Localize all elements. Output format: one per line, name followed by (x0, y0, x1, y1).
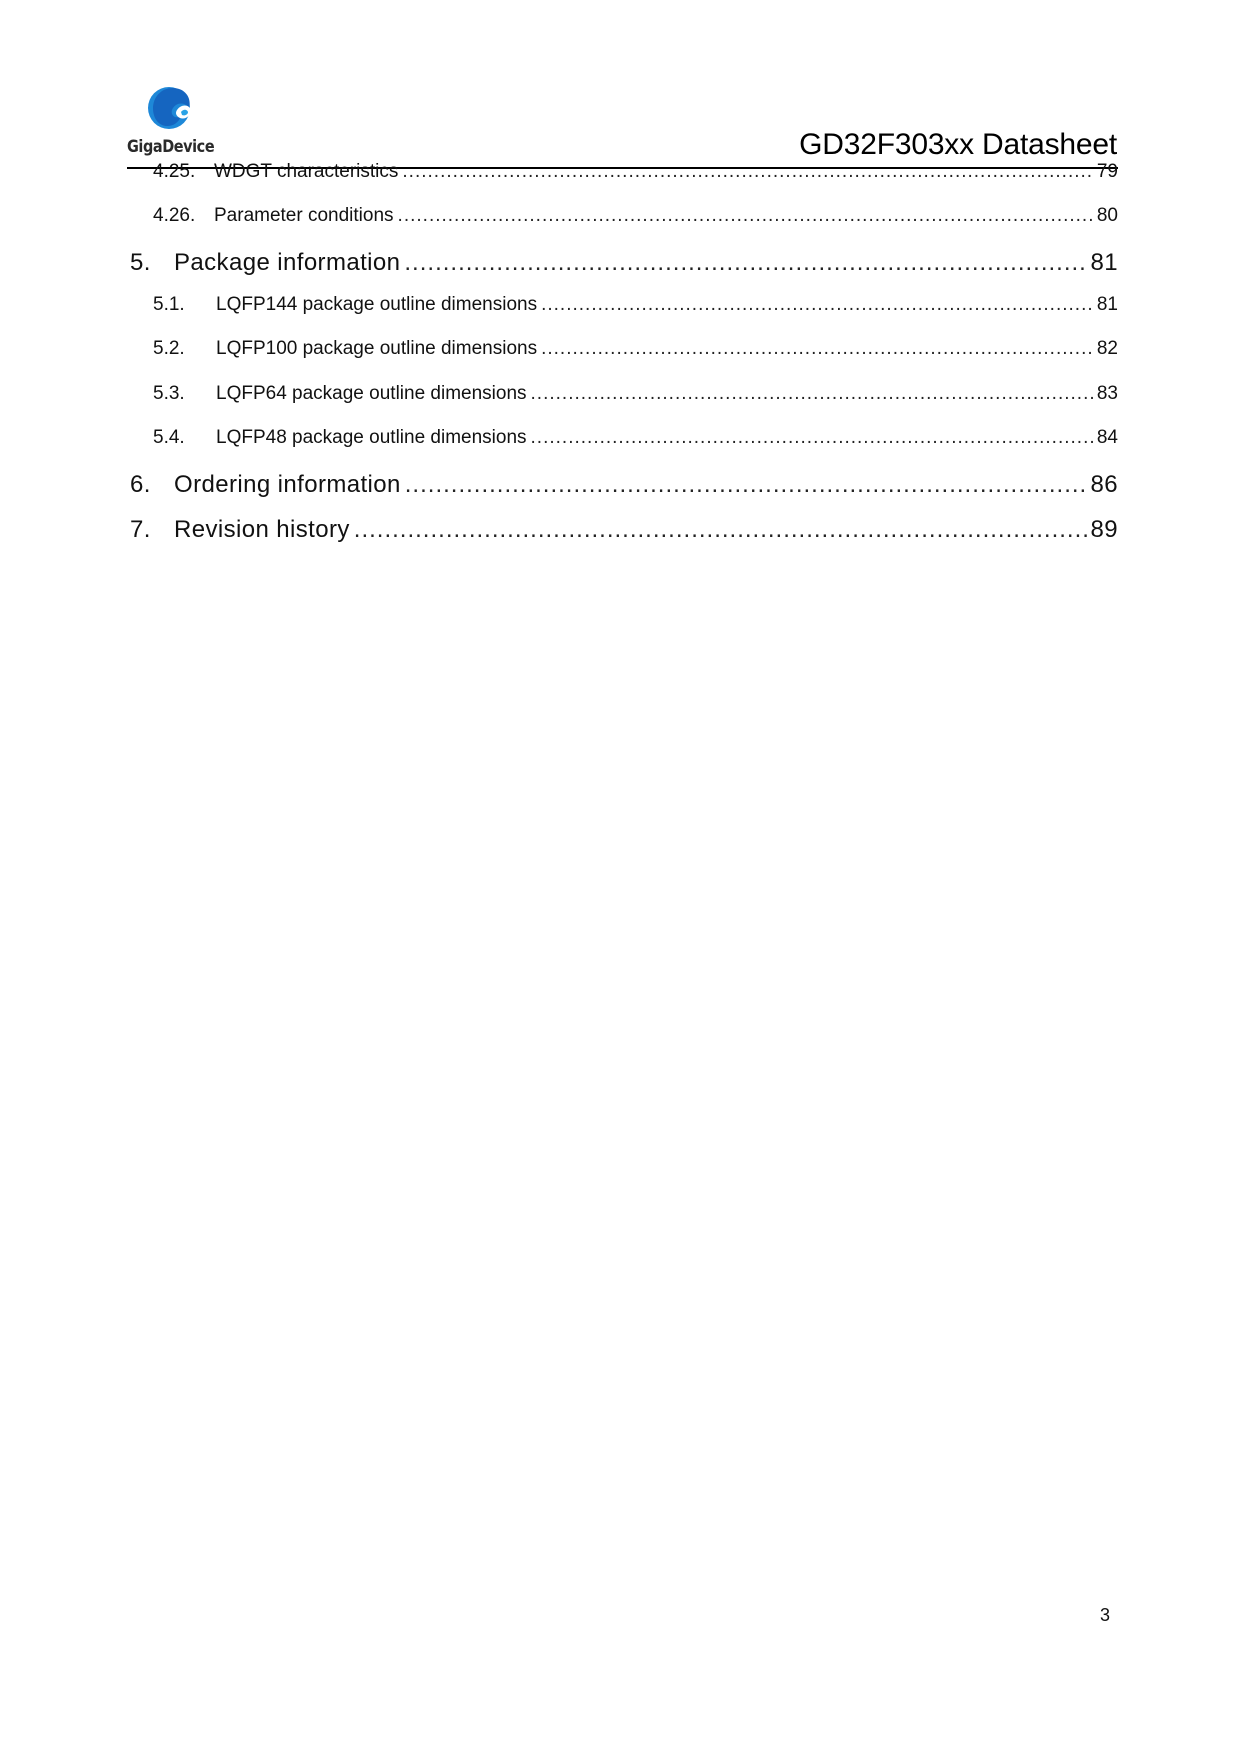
toc-entry-number: 5.4. (153, 427, 185, 448)
toc-entry-page: 86 (1090, 471, 1118, 498)
toc-entry-number: 5. (130, 249, 151, 276)
toc-entry-7[interactable] (130, 516, 1118, 544)
toc-entry-page: 81 (1090, 249, 1118, 276)
toc-entry-number: 4.26. (153, 205, 196, 226)
toc-entry-page: 79 (1096, 161, 1118, 182)
toc-dot-leader (531, 383, 1093, 405)
toc-entry-4-25[interactable] (130, 161, 1118, 183)
toc-entry-title: LQFP48 package outline dimensions (216, 427, 527, 448)
document-title: GD32F303xx Datasheet (799, 128, 1117, 161)
toc-entry-title: Parameter conditions (214, 205, 394, 226)
toc-entry-page: 82 (1096, 338, 1118, 359)
toc-entry-title: LQFP144 package outline dimensions (216, 294, 538, 315)
toc-entry-page: 81 (1096, 294, 1118, 315)
toc-dot-leader (398, 205, 1093, 227)
toc-entry-number: 5.3. (153, 383, 185, 404)
toc-entry-5[interactable] (130, 249, 1118, 277)
toc-entry-number: 7. (130, 516, 151, 543)
toc-entry-number: 6. (130, 471, 151, 498)
toc-entry-title: LQFP100 package outline dimensions (216, 338, 538, 359)
toc-entry-5-4[interactable] (130, 427, 1118, 449)
toc-entry-5-2[interactable] (130, 338, 1118, 360)
toc-dot-leader (354, 516, 1087, 544)
toc-entry-page: 80 (1096, 205, 1118, 226)
toc-entry-page: 89 (1090, 516, 1118, 543)
toc-entry-5-3[interactable] (130, 383, 1118, 405)
toc-dot-leader (404, 249, 1086, 277)
toc-entry-title: Package information (174, 249, 401, 276)
toc-entry-5-1[interactable] (130, 294, 1118, 316)
toc-entry-title: Revision history (174, 516, 350, 543)
toc-entry-number: 5.1. (153, 294, 185, 315)
logo-wordmark: GigaDevice (127, 137, 215, 157)
gigadevice-logo (127, 84, 227, 160)
toc-entry-page: 83 (1096, 383, 1118, 404)
toc-dot-leader (531, 427, 1093, 449)
toc-entry-6[interactable] (130, 471, 1118, 499)
toc-entry-title: LQFP64 package outline dimensions (216, 383, 527, 404)
toc-dot-leader (541, 294, 1093, 316)
toc-dot-leader (405, 471, 1087, 499)
toc-entry-number: 5.2. (153, 338, 185, 359)
toc-dot-leader (402, 161, 1092, 183)
toc-entry-4-26[interactable] (130, 205, 1118, 227)
toc-entry-page: 84 (1096, 427, 1118, 448)
toc-dot-leader (541, 338, 1093, 360)
page-number: 3 (1100, 1605, 1111, 1625)
toc-entry-title: WDGT characteristics (214, 161, 399, 182)
toc-entry-number: 4.25. (153, 161, 196, 182)
gigadevice-logo-icon (147, 84, 195, 132)
toc-entry-title: Ordering information (174, 471, 401, 498)
